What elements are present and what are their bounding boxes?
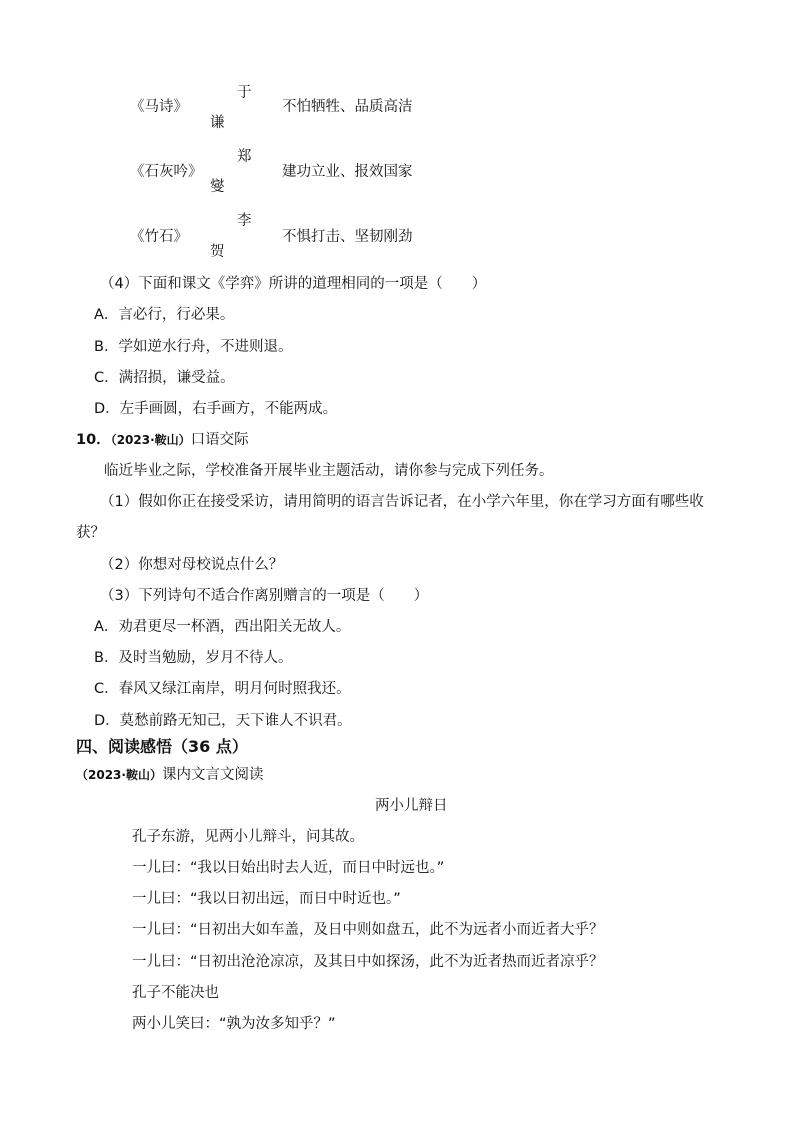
author-char: 郑: [237, 149, 252, 165]
passage-line: 一儿曰：“日初出大如车盖，及日中则如盘五，此不为远者小而近者大乎？: [132, 922, 604, 938]
passage-line: 一儿曰：“日初出沧沧凉凉，及其日中如探汤，此不为近者热而近者凉乎？: [132, 954, 604, 970]
sub-question-1: （1）假如你正在接受采访，请用简明的语言告诉记者，在小学六年里，你在学习方面有哪些收: [100, 494, 704, 510]
passage-line: 两小儿笑曰：“孰为汝多知乎？”: [132, 1016, 336, 1032]
option-d: D．左手画圆，右手画方，不能两成。: [94, 401, 338, 417]
poem-title: 《马诗》: [130, 99, 188, 115]
option-a: A．言必行，行必果。: [94, 307, 235, 323]
reading-source: （2023·鞍山）: [76, 768, 162, 782]
poem-theme: 不怕牺牲、品质高洁: [282, 99, 413, 115]
reading-header: [76, 766, 263, 784]
poem-theme: 建功立业、报效国家: [282, 164, 413, 180]
passage-line: 一儿曰：“我以日始出时去人近，而日中时远也。”: [132, 860, 445, 876]
sub-question-2: （2）你想对母校说点什么？: [100, 557, 284, 573]
author-char: 燮: [210, 179, 225, 195]
sub-question-1-continued: 获？: [76, 525, 105, 541]
passage-title: 两小儿辩日: [375, 798, 448, 814]
passage-line: 孔子不能决也: [132, 985, 219, 1001]
question-stem: （4）下面和课文《学弈》所讲的道理相同的一项是（ ）: [100, 276, 487, 292]
option-c: C．满招损，谦受益。: [94, 370, 235, 386]
question-intro: 临近毕业之际，学校准备开展毕业主题活动，请你参与完成下列任务。: [104, 463, 554, 479]
option-b: B．及时当勉励，岁月不待人。: [94, 650, 293, 666]
option-a: A．劝君更尽一杯酒，西出阳关无故人。: [94, 619, 351, 635]
author-char: 谦: [210, 115, 225, 131]
reading-label: 课内文言文阅读: [161, 767, 264, 783]
option-b: B．学如逆水行舟，不进则退。: [94, 339, 293, 355]
author-char: 李: [237, 213, 252, 229]
option-c: C．春风又绿江南岸，明月何时照我还。: [94, 681, 351, 697]
author-char: 于: [237, 85, 252, 101]
question-number: 10．: [76, 432, 111, 448]
passage-line: 一儿曰：“我以日初出远，而日中时近也。”: [132, 891, 401, 907]
passage-line: 孔子东游，见两小儿辩斗，问其故。: [132, 829, 364, 845]
option-d: D．莫愁前路无知己，天下谁人不识君。: [94, 713, 352, 729]
poem-title: 《石灰吟》: [130, 164, 203, 180]
poem-title: 《竹石》: [130, 229, 188, 245]
author-char: 贺: [210, 244, 225, 260]
question-title: 口语交际: [190, 432, 249, 448]
sub-question-3: （3）下列诗句不适合作离别赠言的一项是（ ）: [100, 588, 429, 604]
question-header: [76, 431, 249, 449]
question-source: （2023·鞍山）: [110, 433, 191, 447]
section-heading: 四、阅读感悟（36 点）: [76, 737, 248, 756]
poem-theme: 不惧打击、坚韧刚劲: [282, 229, 413, 245]
